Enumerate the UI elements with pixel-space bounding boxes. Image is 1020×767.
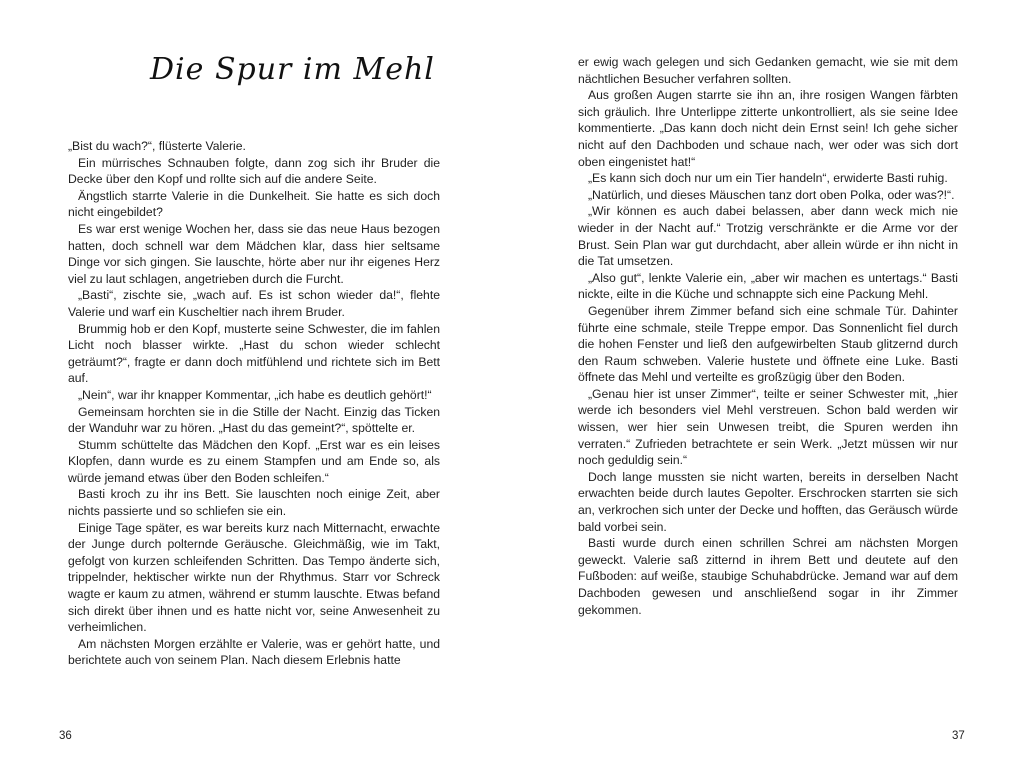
- paragraph: „Wir können es auch dabei belassen, aber dann weck mich nie wieder in der Nacht auf.“ Trotzig verschränkte er die Arme vor der Brust. Sein Plan war gut durchdacht, aber allein würde er ihn nicht in die Tat umsetzen.: [578, 204, 958, 269]
- paragraph: „Basti“, zischte sie, „wach auf. Es ist schon wieder da!“, flehte Valerie und warf ein Kuscheltier nach ihrem Bruder.: [68, 288, 440, 319]
- paragraph: „Bist du wach?“, flüsterte Valerie.: [68, 139, 246, 153]
- paragraph: „Es kann sich doch nur um ein Tier handeln“, erwiderte Basti ruhig.: [588, 171, 948, 186]
- paragraph: Ein mürrisches Schnauben folgte, dann zog sich ihr Bruder die Decke über den Kopf und rollte sich auf die andere Seite.: [68, 155, 440, 187]
- paragraph: Doch lange mussten sie nicht warten, bereits in derselben Nacht erwachten beide durch lautes Gepolter. Erschrocken starrten sie sich an, verkrochen sich unter der Decke und hofften, das Geräusch würde bald vorbei sein.: [578, 469, 958, 534]
- paragraph: „Genau hier ist unser Zimmer“, teilte er seiner Schwester mit, „hier werde ich besonders viel Mehl verstreuen. Schon bald werden wir wissen, wer hier sein Unwesen treibt, die Spuren werden ihn verraten.“ Zufrieden betrachtete er sein Werk. „Jetzt müssen wir nur noch geduldig sein.“: [578, 386, 958, 468]
- paragraph: Aus großen Augen starrte sie ihn an, ihre rosigen Wangen färbten sich gräulich. Ihre Unterlippe zitterte unkontrolliert, als sie seine Idee kommentierte. „Das kann doch nicht dein Ernst sein! Ich gehe sicher nicht auf den Dachboden und schaue nach, wer oder was sich dort oben eingenistet hat!“: [578, 88, 958, 169]
- page-number-left: 36: [59, 730, 72, 742]
- paragraph: er ewig wach gelegen und sich Gedanken gemacht, wie sie mit dem nächtlichen Besucher verfahren sollten.: [578, 55, 958, 86]
- paragraph: Basti wurde durch einen schrillen Schrei am nächsten Morgen geweckt. Valerie saß zitternd in ihrem Bett und deutete auf den Fußboden: auf weiße, staubige Schuhabdrücke. Jemand war auf dem Dachboden gewesen und anschließend sogar in ihr Zimmer gekommen.: [578, 536, 958, 617]
- right-page: [510, 0, 1020, 767]
- paragraph: „Natürlich, und dieses Mäuschen tanz dort oben Polka, oder was?!“.: [588, 187, 955, 202]
- paragraph: „Also gut“, lenkte Valerie ein, „aber wir machen es untertags.“ Basti nickte, eilte in die Küche und schnappte sich eine Packung Mehl.: [578, 270, 958, 302]
- paragraph: Gegenüber ihrem Zimmer befand sich eine schmale Tür. Dahinter führte eine schmale, steile Treppe empor. Das Sonnenlicht fiel durch die hohen Fenster und ließ den aufgewirbelten Staub glitzernd durch den Raum schweben. Valerie hustete und öffnete eine Luke. Basti öffnete das Mehl und verteilte es großzügig über den Boden.: [578, 303, 958, 385]
- right-page-text: [578, 54, 958, 618]
- left-page-text: [68, 138, 440, 669]
- paragraph: Es war erst wenige Wochen her, dass sie das neue Haus bezogen hatten, doch schnell war dem Mädchen klar, dass hier seltsame Dinge vor sich gingen. Sie lauschte, hörte aber nur ihr eigenes Herz viel zu laut schlagen, angetrieben durch die Furcht.: [68, 221, 440, 286]
- chapter-title: Die Spur im Mehl: [150, 52, 435, 87]
- paragraph: Stumm schüttelte das Mädchen den Kopf. „Erst war es ein leises Klopfen, dann wurde es zu einem Stampfen und am Ende so, als würde jemand etwas über den Boden schleifen.“: [68, 437, 440, 485]
- paragraph: Gemeinsam horchten sie in die Stille der Nacht. Einzig das Ticken der Wanduhr war zu hören. „Hast du das gemeint?“, spöttelte er.: [68, 404, 440, 436]
- paragraph: Einige Tage später, es war bereits kurz nach Mitternacht, erwachte der Junge durch polternde Geräusche. Gleichmäßig, wie im Takt, gefolgt von kurzen schleifenden Schritten. Das Tempo änderte sich, trippelnder, hektischer wirkte nun der Rhythmus. Starr vor Schreck wagte er kaum zu atmen, während er stumm lauschte. Etwas befand sich direkt über ihnen und es hatte nicht vor, seine Anwesenheit zu verheimlichen.: [68, 520, 440, 635]
- paragraph: Basti kroch zu ihr ins Bett. Sie lauschten noch einige Zeit, aber nichts passierte und so schliefen sie ein.: [68, 487, 440, 519]
- paragraph: Brummig hob er den Kopf, musterte seine Schwester, die im fahlen Licht noch blasser wirkte. „Hast du schon wieder schlecht geträumt?“, fragte er dann doch mitfühlend und richtete sich im Bett auf.: [68, 321, 440, 386]
- page-number-right: 37: [952, 730, 965, 742]
- paragraph: Ängstlich starrte Valerie in die Dunkelheit. Sie hatte es sich doch nicht eingebildet?: [68, 188, 440, 220]
- paragraph: „Nein“, war ihr knapper Kommentar, „ich habe es deutlich gehört!“: [78, 387, 432, 402]
- paragraph: Am nächsten Morgen erzählte er Valerie, was er gehört hatte, und berichtete auch von seinem Plan. Nach diesem Erlebnis hatte: [68, 636, 440, 668]
